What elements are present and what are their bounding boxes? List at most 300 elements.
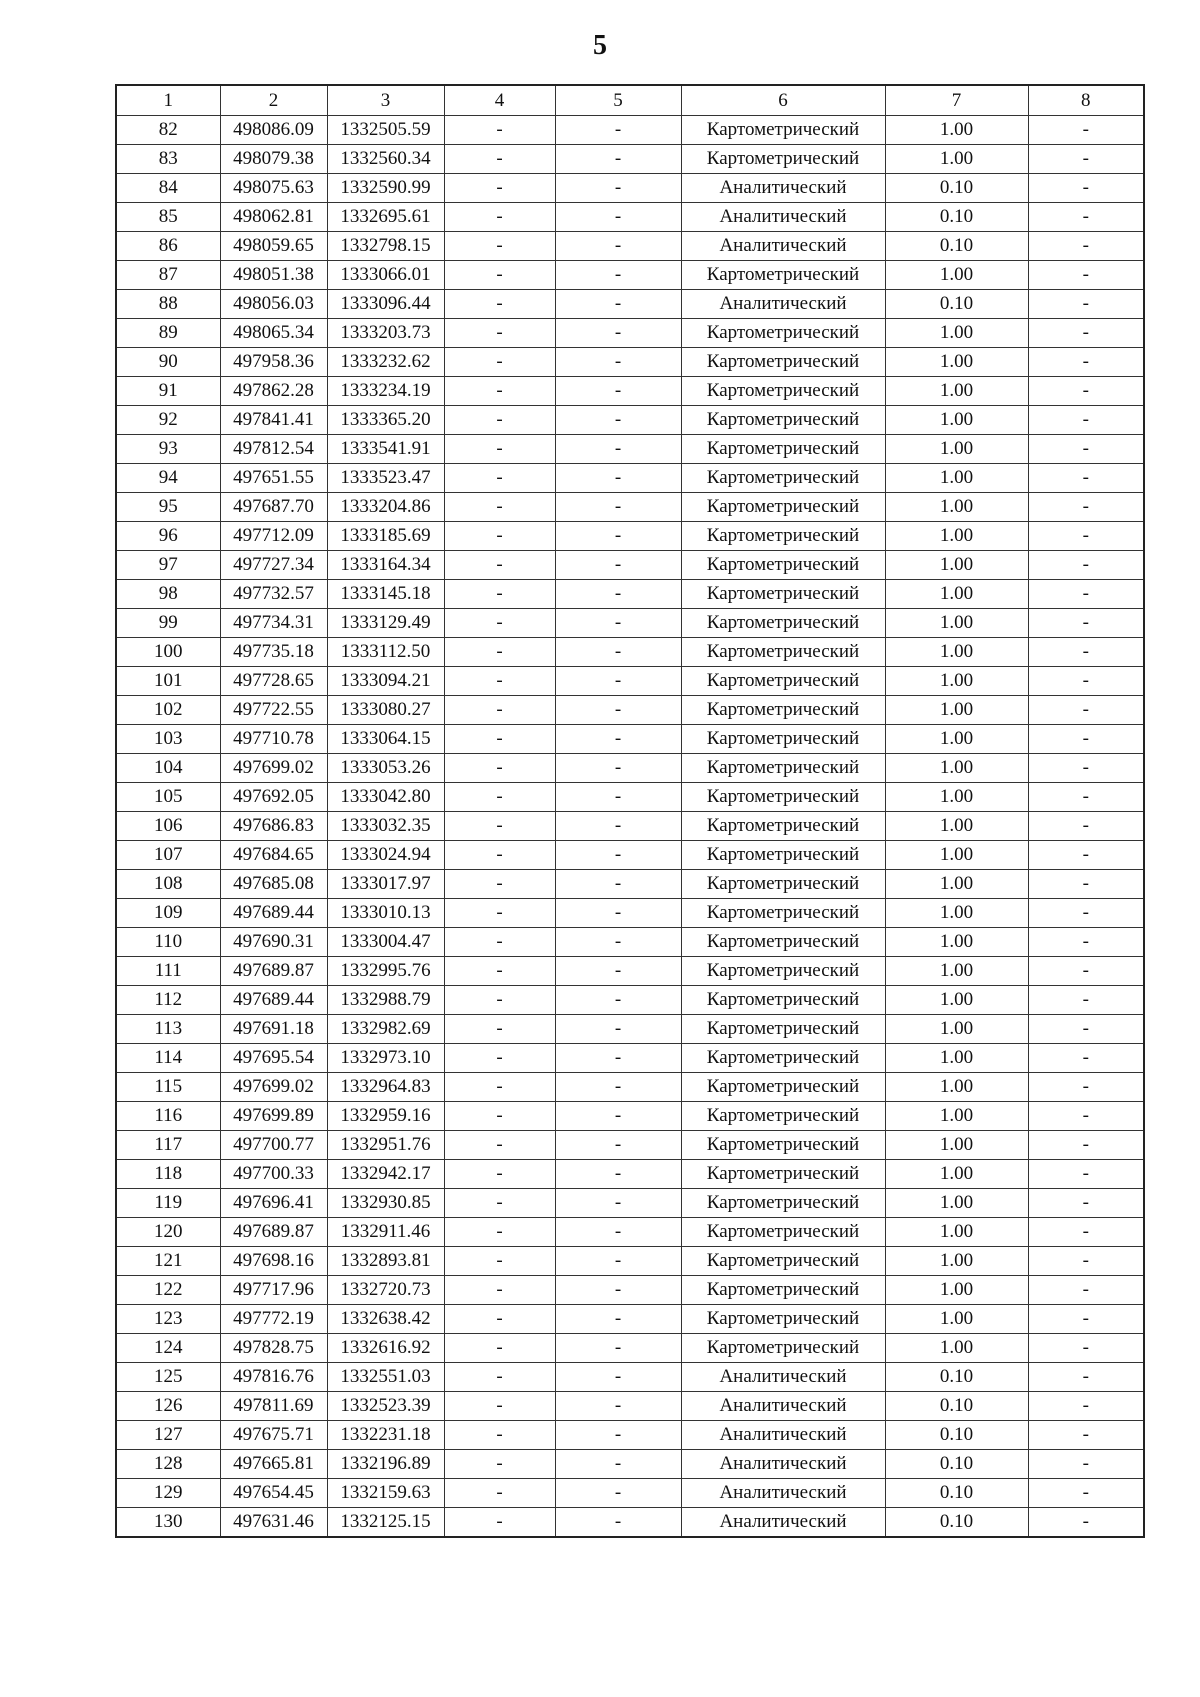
table-cell: Картометрический: [681, 1015, 885, 1044]
table-cell: 1333032.35: [327, 812, 444, 841]
table-cell: 497828.75: [220, 1334, 327, 1363]
table-cell: -: [444, 290, 555, 319]
table-cell: 1332125.15: [327, 1508, 444, 1538]
table-cell: 497712.09: [220, 522, 327, 551]
table-cell: -: [1028, 1073, 1144, 1102]
table-cell: -: [555, 145, 681, 174]
table-cell: 1332695.61: [327, 203, 444, 232]
table-cell: 1332551.03: [327, 1363, 444, 1392]
table-cell: 1333096.44: [327, 290, 444, 319]
table-cell: 98: [116, 580, 220, 609]
table-cell: Картометрический: [681, 406, 885, 435]
table-cell: -: [555, 1160, 681, 1189]
table-cell: Картометрический: [681, 377, 885, 406]
table-cell: 1.00: [885, 870, 1028, 899]
table-row: [116, 1218, 1144, 1247]
table-cell: -: [555, 348, 681, 377]
table-cell: 1.00: [885, 1189, 1028, 1218]
table-cell: -: [444, 986, 555, 1015]
table-cell: 497699.02: [220, 754, 327, 783]
table-cell: Аналитический: [681, 1421, 885, 1450]
table-cell: Картометрический: [681, 1073, 885, 1102]
table-cell: -: [1028, 319, 1144, 348]
table-cell: -: [444, 812, 555, 841]
table-cell: 497654.45: [220, 1479, 327, 1508]
table-row: [116, 638, 1144, 667]
table-cell: -: [1028, 290, 1144, 319]
table-cell: -: [444, 928, 555, 957]
table-cell: 1.00: [885, 841, 1028, 870]
table-cell: -: [555, 1508, 681, 1538]
table-cell: 1.00: [885, 812, 1028, 841]
table-row: [116, 551, 1144, 580]
table-cell: 497699.02: [220, 1073, 327, 1102]
table-cell: -: [555, 870, 681, 899]
table-row: [116, 1421, 1144, 1450]
table-row: [116, 435, 1144, 464]
table-cell: -: [1028, 1421, 1144, 1450]
table-cell: Картометрический: [681, 580, 885, 609]
table-cell: 1332798.15: [327, 232, 444, 261]
table-cell: Картометрический: [681, 1218, 885, 1247]
table-cell: 1332951.76: [327, 1131, 444, 1160]
coordinates-table: [115, 84, 1145, 1538]
table-cell: 498062.81: [220, 203, 327, 232]
table-cell: -: [444, 232, 555, 261]
table-cell: Картометрический: [681, 522, 885, 551]
table-cell: 1.00: [885, 899, 1028, 928]
table-cell: -: [1028, 232, 1144, 261]
table-cell: 1332964.83: [327, 1073, 444, 1102]
table-cell: Картометрический: [681, 261, 885, 290]
table-cell: -: [444, 1160, 555, 1189]
table-cell: 124: [116, 1334, 220, 1363]
table-cell: Картометрический: [681, 725, 885, 754]
table-cell: 1333066.01: [327, 261, 444, 290]
table-cell: -: [555, 1363, 681, 1392]
table-cell: -: [555, 174, 681, 203]
table-cell: 1332159.63: [327, 1479, 444, 1508]
table-cell: 1333145.18: [327, 580, 444, 609]
table-cell: 1.00: [885, 580, 1028, 609]
table-cell: 1332638.42: [327, 1305, 444, 1334]
table-cell: 1.00: [885, 1160, 1028, 1189]
page-number: 5: [593, 30, 607, 61]
table-row: [116, 145, 1144, 174]
table-cell: 1.00: [885, 116, 1028, 145]
table-cell: 497651.55: [220, 464, 327, 493]
table-cell: 1.00: [885, 696, 1028, 725]
table-cell: -: [444, 841, 555, 870]
table-cell: 497732.57: [220, 580, 327, 609]
table-row: [116, 348, 1144, 377]
table-row: [116, 522, 1144, 551]
table-cell: 1.00: [885, 1305, 1028, 1334]
table-cell: 120: [116, 1218, 220, 1247]
table-cell: Картометрический: [681, 145, 885, 174]
table-row: [116, 232, 1144, 261]
table-cell: -: [1028, 435, 1144, 464]
table-cell: 1.00: [885, 986, 1028, 1015]
table-cell: 111: [116, 957, 220, 986]
table-cell: 125: [116, 1363, 220, 1392]
table-cell: -: [555, 261, 681, 290]
table-cell: -: [555, 1189, 681, 1218]
table-cell: -: [444, 145, 555, 174]
table-cell: -: [555, 841, 681, 870]
table-cell: 1333232.62: [327, 348, 444, 377]
table-cell: 1.00: [885, 1015, 1028, 1044]
table-cell: -: [1028, 1160, 1144, 1189]
table-cell: 497684.65: [220, 841, 327, 870]
table-cell: 498086.09: [220, 116, 327, 145]
table-cell: 1333017.97: [327, 870, 444, 899]
table-cell: 497687.70: [220, 493, 327, 522]
table-body: [116, 116, 1144, 1538]
table-cell: -: [444, 1363, 555, 1392]
table-row: [116, 1479, 1144, 1508]
table-cell: -: [1028, 1247, 1144, 1276]
table-cell: 497686.83: [220, 812, 327, 841]
table-cell: 1332973.10: [327, 1044, 444, 1073]
table-cell: Картометрический: [681, 551, 885, 580]
table-cell: 1.00: [885, 725, 1028, 754]
table-cell: -: [444, 1102, 555, 1131]
table-cell: -: [444, 464, 555, 493]
table-cell: -: [555, 377, 681, 406]
table-cell: Картометрический: [681, 812, 885, 841]
table-cell: -: [555, 232, 681, 261]
table-cell: 126: [116, 1392, 220, 1421]
table-cell: 90: [116, 348, 220, 377]
table-cell: Картометрический: [681, 319, 885, 348]
table-row: [116, 377, 1144, 406]
table-cell: 105: [116, 783, 220, 812]
table-cell: -: [555, 1073, 681, 1102]
table-cell: 497717.96: [220, 1276, 327, 1305]
table-cell: -: [555, 899, 681, 928]
table-row: [116, 1102, 1144, 1131]
table-cell: -: [1028, 899, 1144, 928]
table-cell: -: [555, 1015, 681, 1044]
table-cell: Картометрический: [681, 841, 885, 870]
table-cell: 1332560.34: [327, 145, 444, 174]
table-cell: 85: [116, 203, 220, 232]
table-row: [116, 667, 1144, 696]
table-cell: Аналитический: [681, 1363, 885, 1392]
table-cell: 0.10: [885, 174, 1028, 203]
table-cell: 1333203.73: [327, 319, 444, 348]
table-row: [116, 783, 1144, 812]
table-cell: 1333164.34: [327, 551, 444, 580]
table-cell: -: [444, 1334, 555, 1363]
table-row: [116, 261, 1144, 290]
table-cell: -: [1028, 725, 1144, 754]
table-cell: 1333204.86: [327, 493, 444, 522]
table-row: [116, 1363, 1144, 1392]
table-cell: -: [555, 493, 681, 522]
table-cell: -: [444, 957, 555, 986]
table-cell: Картометрический: [681, 1276, 885, 1305]
column-header: 8: [1028, 85, 1144, 116]
table-cell: 84: [116, 174, 220, 203]
table-cell: 107: [116, 841, 220, 870]
table-header-row: [116, 85, 1144, 116]
table-cell: Аналитический: [681, 290, 885, 319]
table-cell: -: [444, 435, 555, 464]
table-cell: -: [444, 1276, 555, 1305]
table-cell: 1332590.99: [327, 174, 444, 203]
table-cell: -: [1028, 1044, 1144, 1073]
table-cell: Картометрический: [681, 435, 885, 464]
table-cell: 128: [116, 1450, 220, 1479]
table-row: [116, 319, 1144, 348]
table-cell: 1333024.94: [327, 841, 444, 870]
column-header: 5: [555, 85, 681, 116]
table-cell: 497689.87: [220, 1218, 327, 1247]
table-cell: -: [444, 1015, 555, 1044]
table-cell: 1.00: [885, 348, 1028, 377]
table-cell: -: [555, 1392, 681, 1421]
table-cell: 497728.65: [220, 667, 327, 696]
table-cell: -: [555, 1218, 681, 1247]
table-cell: 0.10: [885, 1392, 1028, 1421]
table-cell: 497689.87: [220, 957, 327, 986]
table-cell: 497772.19: [220, 1305, 327, 1334]
table-cell: 497816.76: [220, 1363, 327, 1392]
table-cell: -: [555, 319, 681, 348]
table-cell: -: [555, 1334, 681, 1363]
table-cell: 497700.33: [220, 1160, 327, 1189]
table-cell: Картометрический: [681, 667, 885, 696]
table-cell: -: [1028, 116, 1144, 145]
table-cell: Аналитический: [681, 232, 885, 261]
table-cell: 1332982.69: [327, 1015, 444, 1044]
table-cell: 1.00: [885, 145, 1028, 174]
table-cell: -: [555, 638, 681, 667]
table-cell: 497675.71: [220, 1421, 327, 1450]
column-header: 7: [885, 85, 1028, 116]
table-cell: 92: [116, 406, 220, 435]
table-row: [116, 1305, 1144, 1334]
table-cell: 86: [116, 232, 220, 261]
table-cell: 1.00: [885, 493, 1028, 522]
table-cell: 1.00: [885, 609, 1028, 638]
table-cell: 1.00: [885, 1131, 1028, 1160]
table-row: [116, 493, 1144, 522]
table-cell: -: [1028, 406, 1144, 435]
table-cell: Картометрический: [681, 638, 885, 667]
table-row: [116, 1276, 1144, 1305]
table-cell: 1333004.47: [327, 928, 444, 957]
table-cell: 498065.34: [220, 319, 327, 348]
table-row: [116, 899, 1144, 928]
table-cell: Картометрический: [681, 348, 885, 377]
table-cell: -: [444, 783, 555, 812]
table-cell: 0.10: [885, 1450, 1028, 1479]
table-cell: 497722.55: [220, 696, 327, 725]
table-cell: -: [1028, 1508, 1144, 1538]
table-row: [116, 928, 1144, 957]
table-row: [116, 464, 1144, 493]
table-cell: 0.10: [885, 1508, 1028, 1538]
table-cell: 1332988.79: [327, 986, 444, 1015]
table-cell: Картометрический: [681, 1189, 885, 1218]
table-cell: -: [1028, 493, 1144, 522]
table-cell: -: [1028, 580, 1144, 609]
table-cell: 1332959.16: [327, 1102, 444, 1131]
table-cell: 113: [116, 1015, 220, 1044]
table-cell: -: [555, 551, 681, 580]
table-cell: Картометрический: [681, 870, 885, 899]
table-cell: -: [555, 957, 681, 986]
table-cell: -: [444, 406, 555, 435]
table-cell: -: [1028, 261, 1144, 290]
table-cell: Картометрический: [681, 1131, 885, 1160]
table-cell: 102: [116, 696, 220, 725]
table-cell: 95: [116, 493, 220, 522]
table-cell: 1332505.59: [327, 116, 444, 145]
column-header: 4: [444, 85, 555, 116]
table-cell: 498056.03: [220, 290, 327, 319]
table-cell: -: [444, 319, 555, 348]
table-cell: -: [444, 609, 555, 638]
table-row: [116, 406, 1144, 435]
table-cell: 1.00: [885, 1247, 1028, 1276]
table-cell: -: [555, 986, 681, 1015]
table-cell: 1333365.20: [327, 406, 444, 435]
table-cell: 123: [116, 1305, 220, 1334]
table-cell: -: [444, 1450, 555, 1479]
table-cell: 0.10: [885, 232, 1028, 261]
table-cell: -: [1028, 696, 1144, 725]
table-cell: 497734.31: [220, 609, 327, 638]
table-cell: 1.00: [885, 667, 1028, 696]
table-row: [116, 1450, 1144, 1479]
table-cell: Картометрический: [681, 1044, 885, 1073]
table-cell: -: [555, 406, 681, 435]
table-row: [116, 986, 1144, 1015]
table-cell: Картометрический: [681, 1160, 885, 1189]
table-cell: 497735.18: [220, 638, 327, 667]
table-row: [116, 580, 1144, 609]
table-cell: -: [444, 1392, 555, 1421]
table-cell: Картометрический: [681, 1334, 885, 1363]
table-cell: -: [555, 1305, 681, 1334]
table-cell: 1.00: [885, 464, 1028, 493]
table-row: [116, 1247, 1144, 1276]
table-cell: -: [555, 1131, 681, 1160]
table-cell: Аналитический: [681, 1479, 885, 1508]
table-cell: -: [444, 377, 555, 406]
table-cell: 1333010.13: [327, 899, 444, 928]
table-cell: 106: [116, 812, 220, 841]
table-cell: Аналитический: [681, 1450, 885, 1479]
table-cell: -: [555, 290, 681, 319]
table-row: [116, 754, 1144, 783]
table-cell: -: [555, 1479, 681, 1508]
table-cell: 0.10: [885, 1479, 1028, 1508]
table-row: [116, 1044, 1144, 1073]
table-cell: 110: [116, 928, 220, 957]
table-row: [116, 1334, 1144, 1363]
table-row: [116, 696, 1144, 725]
table-cell: Картометрический: [681, 1102, 885, 1131]
table-cell: -: [555, 580, 681, 609]
table-cell: 498075.63: [220, 174, 327, 203]
table-cell: -: [555, 928, 681, 957]
table-cell: -: [444, 725, 555, 754]
table-cell: 93: [116, 435, 220, 464]
table-cell: -: [444, 203, 555, 232]
table-cell: -: [1028, 464, 1144, 493]
table-cell: 498051.38: [220, 261, 327, 290]
table-cell: -: [555, 203, 681, 232]
table-cell: Картометрический: [681, 696, 885, 725]
table-cell: 497690.31: [220, 928, 327, 957]
table-cell: -: [444, 899, 555, 928]
column-header: 6: [681, 85, 885, 116]
table-cell: -: [555, 812, 681, 841]
table-cell: 497811.69: [220, 1392, 327, 1421]
table-cell: -: [555, 522, 681, 551]
table-cell: 1332616.92: [327, 1334, 444, 1363]
table-cell: -: [555, 464, 681, 493]
table-cell: 0.10: [885, 1421, 1028, 1450]
table-cell: -: [1028, 174, 1144, 203]
table-cell: -: [444, 493, 555, 522]
table-cell: 83: [116, 145, 220, 174]
table-cell: 1.00: [885, 783, 1028, 812]
table-cell: -: [444, 754, 555, 783]
table-cell: -: [1028, 1276, 1144, 1305]
table-cell: 108: [116, 870, 220, 899]
table-cell: 1.00: [885, 638, 1028, 667]
table-cell: Картометрический: [681, 1305, 885, 1334]
table-row: [116, 1015, 1144, 1044]
table-cell: 498079.38: [220, 145, 327, 174]
table-cell: -: [444, 174, 555, 203]
table-cell: -: [1028, 377, 1144, 406]
table-cell: 1333541.91: [327, 435, 444, 464]
column-header: 2: [220, 85, 327, 116]
table-cell: 1333185.69: [327, 522, 444, 551]
table-cell: 1.00: [885, 261, 1028, 290]
table-cell: 87: [116, 261, 220, 290]
table-cell: 0.10: [885, 290, 1028, 319]
table-cell: 1332995.76: [327, 957, 444, 986]
table-cell: 94: [116, 464, 220, 493]
table-cell: -: [555, 116, 681, 145]
column-header: 3: [327, 85, 444, 116]
table-cell: 1.00: [885, 1334, 1028, 1363]
table-cell: -: [555, 754, 681, 783]
table-row: [116, 870, 1144, 899]
table-cell: 1332930.85: [327, 1189, 444, 1218]
table-cell: 1333080.27: [327, 696, 444, 725]
table-cell: -: [444, 667, 555, 696]
table-cell: 1.00: [885, 377, 1028, 406]
table-cell: -: [444, 551, 555, 580]
table-cell: 130: [116, 1508, 220, 1538]
table-cell: Картометрический: [681, 928, 885, 957]
table-cell: 1333112.50: [327, 638, 444, 667]
table-cell: -: [1028, 1102, 1144, 1131]
table-cell: -: [444, 1189, 555, 1218]
table-cell: 497710.78: [220, 725, 327, 754]
table-cell: -: [1028, 812, 1144, 841]
table-row: [116, 725, 1144, 754]
